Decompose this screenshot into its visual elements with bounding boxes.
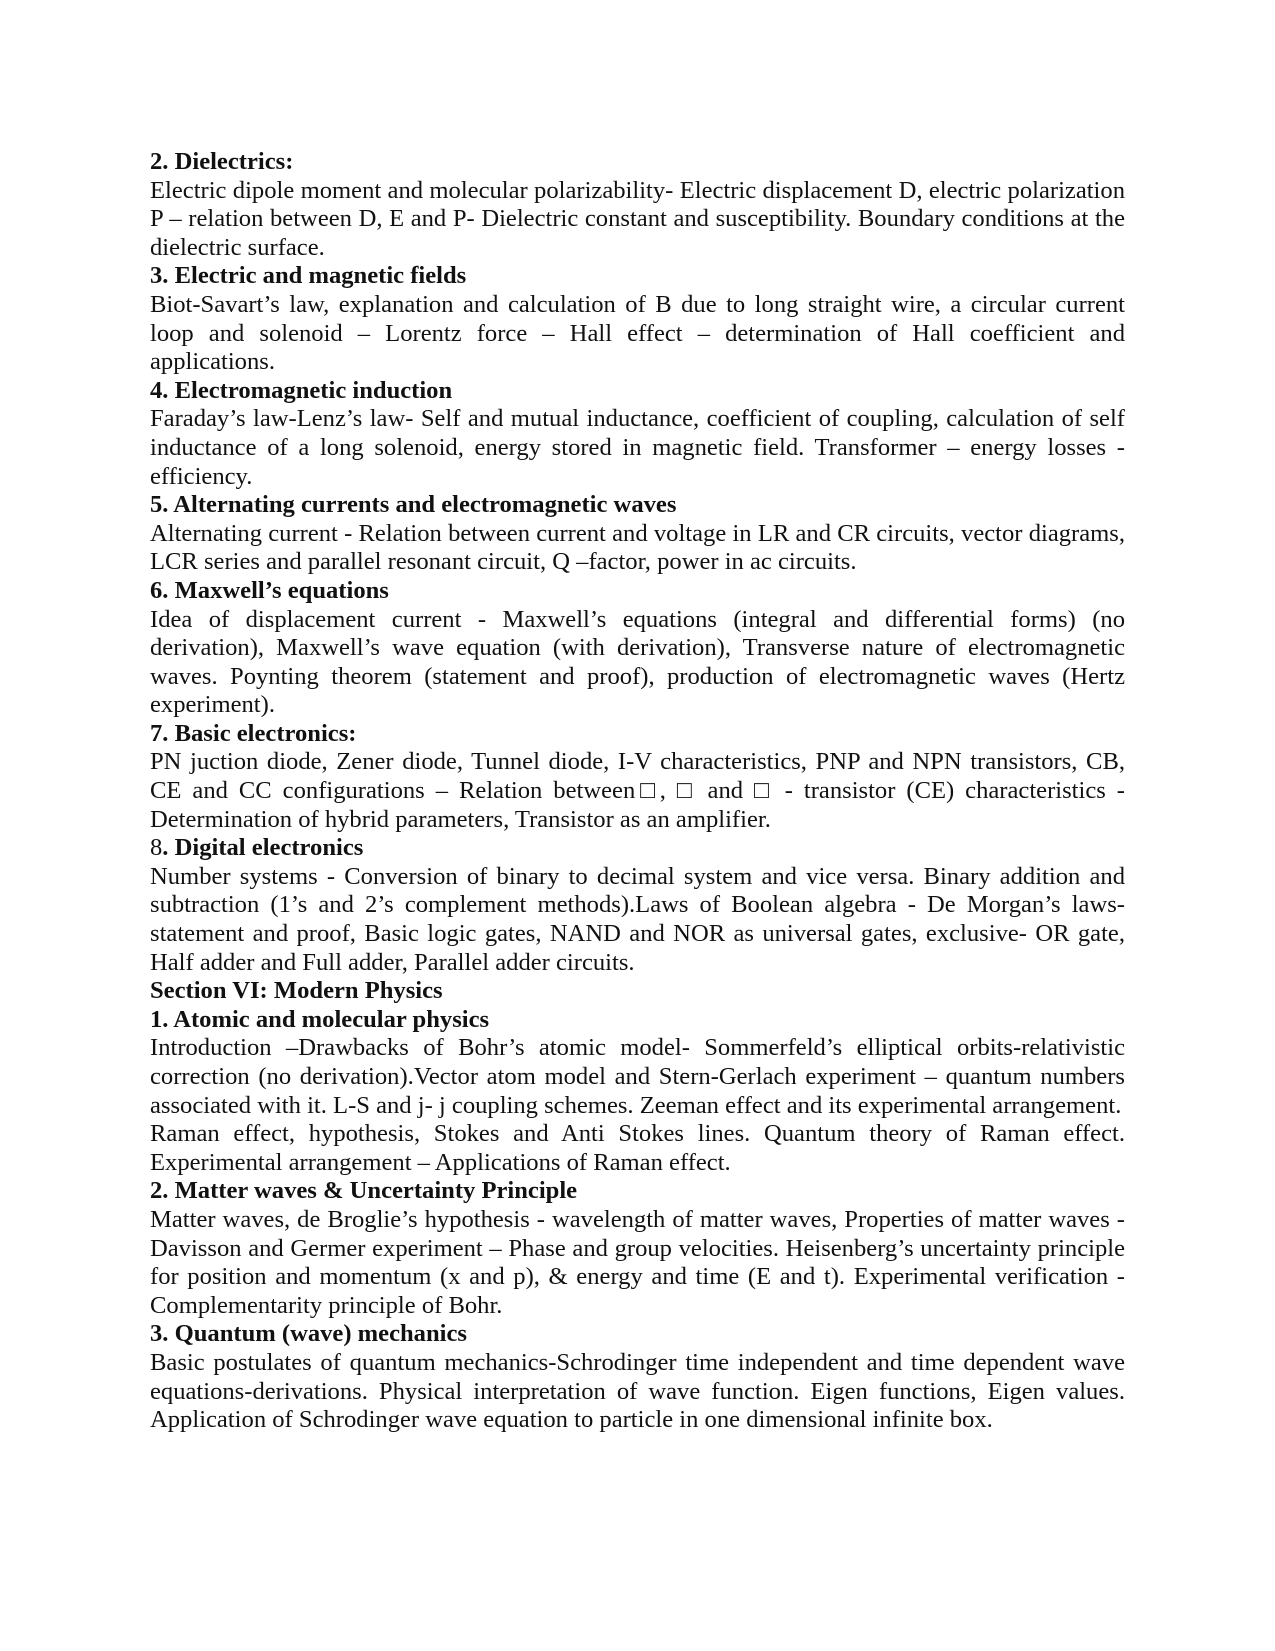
heading-matter-waves: 2. Matter waves & Uncertainty Principle — [150, 1177, 578, 1205]
paragraph-maxwells-equations: Idea of displacement current - Maxwell’s equations (integral and differential forms) (no derivation), Maxwell’s wave equation (with derivation), Transverse nature of electromagnetic waves. Poynting theorem (statement and proof), production of electromagnetic waves (Hertz experiment). — [150, 605, 1125, 719]
document-page — [150, 148, 1125, 1435]
paragraph-electromagnetic-induction: Faraday’s law-Lenz’s law- Self and mutual inductance, coefficient of coupling, calculation of self inductance of a long solenoid, energy stored in magnetic field. Transformer – energy losses - efficiency. — [150, 405, 1125, 490]
heading-digital-electronics-number: 8 — [150, 834, 163, 862]
paragraph-alternating-currents: Alternating current - Relation between current and voltage in LR and CR circuits, vector diagrams, LCR series and parallel resonant circuit, Q –factor, power in ac circuits. — [150, 519, 1125, 576]
paragraph-electric-magnetic-fields: Biot-Savart’s law, explanation and calculation of B due to long straight wire, a circular current loop and solenoid – Lorentz force – Hall effect – determination of Hall coefficient and applications. — [150, 290, 1125, 376]
heading-basic-electronics: 7. Basic electronics: — [150, 719, 357, 747]
heading-electric-magnetic-fields: 3. Electric and magnetic fields — [150, 262, 467, 290]
paragraph-basic-electronics: PN juction diode, Zener diode, Tunnel diode, I-V characteristics, PNP and NPN transistors, CB, CE and CC configurations – Relation between□, □ and □ - transistor (CE) characteristics - Determination of hybrid parameters, Transistor as an amplifier. — [150, 748, 1125, 833]
paragraph-dielectrics: Electric dipole moment and molecular polarizability- Electric displacement D, electric polarization P – relation between D, E and P- Dielectric constant and susceptibility. Boundary conditions at the dielectric surface. — [150, 176, 1125, 261]
paragraph-matter-waves: Matter waves, de Broglie’s hypothesis - wavelength of matter waves, Properties of matter waves - Davisson and Germer experiment – Phase and group velocities. Heisenberg’s uncertainty principle for position and momentum (x and p), & energy and time (E and t). Experimental verification - Complementarity principle of Bohr. — [150, 1205, 1125, 1319]
heading-dielectrics: 2. Dielectrics: — [150, 148, 294, 175]
heading-alternating-currents: 5. Alternating currents and electromagnetic waves — [150, 491, 677, 519]
paragraph-quantum-mechanics: Basic postulates of quantum mechanics-Schrodinger time independent and time dependent wave equations-derivations. Physical interpretation of wave function. Eigen functions, Eigen values. Application of Schrodinger wave equation to particle in one dimensional infinite box. — [150, 1348, 1125, 1434]
heading-section-modern-physics: Section VI: Modern Physics — [150, 977, 443, 1005]
heading-digital-electronics-title: . Digital electronics — [162, 834, 364, 862]
heading-electromagnetic-induction: 4. Electromagnetic induction — [150, 376, 453, 404]
heading-atomic-molecular-physics: 1. Atomic and molecular physics — [150, 1005, 490, 1033]
paragraph-digital-electronics: Number systems - Conversion of binary to decimal system and vice versa. Binary addition and subtraction (1’s and 2’s complement methods).Laws of Boolean algebra - De Morgan’s laws- statement and proof, Basic logic gates, NAND and NOR as universal gates, exclusive- OR gate, Half adder and Full adder, Parallel adder circuits. — [150, 862, 1125, 976]
heading-maxwells-equations: 6. Maxwell’s equations — [150, 576, 389, 604]
paragraph-atomic-molecular-physics: Introduction –Drawbacks of Bohr’s atomic model- Sommerfeld’s elliptical orbits-relativistic correction (no derivation).Vector atom model and Stern-Gerlach experiment – quantum numbers associated with it. L-S and j- j coupling schemes. Zeeman effect and its experimental arrangement. — [150, 1034, 1125, 1119]
heading-quantum-mechanics: 3. Quantum (wave) mechanics — [150, 1320, 467, 1348]
paragraph-raman-effect: Raman effect, hypothesis, Stokes and Anti Stokes lines. Quantum theory of Raman effect. Experimental arrangement – Applications of Raman effect. — [150, 1120, 1125, 1176]
heading-digital-electronics — [150, 834, 1125, 863]
